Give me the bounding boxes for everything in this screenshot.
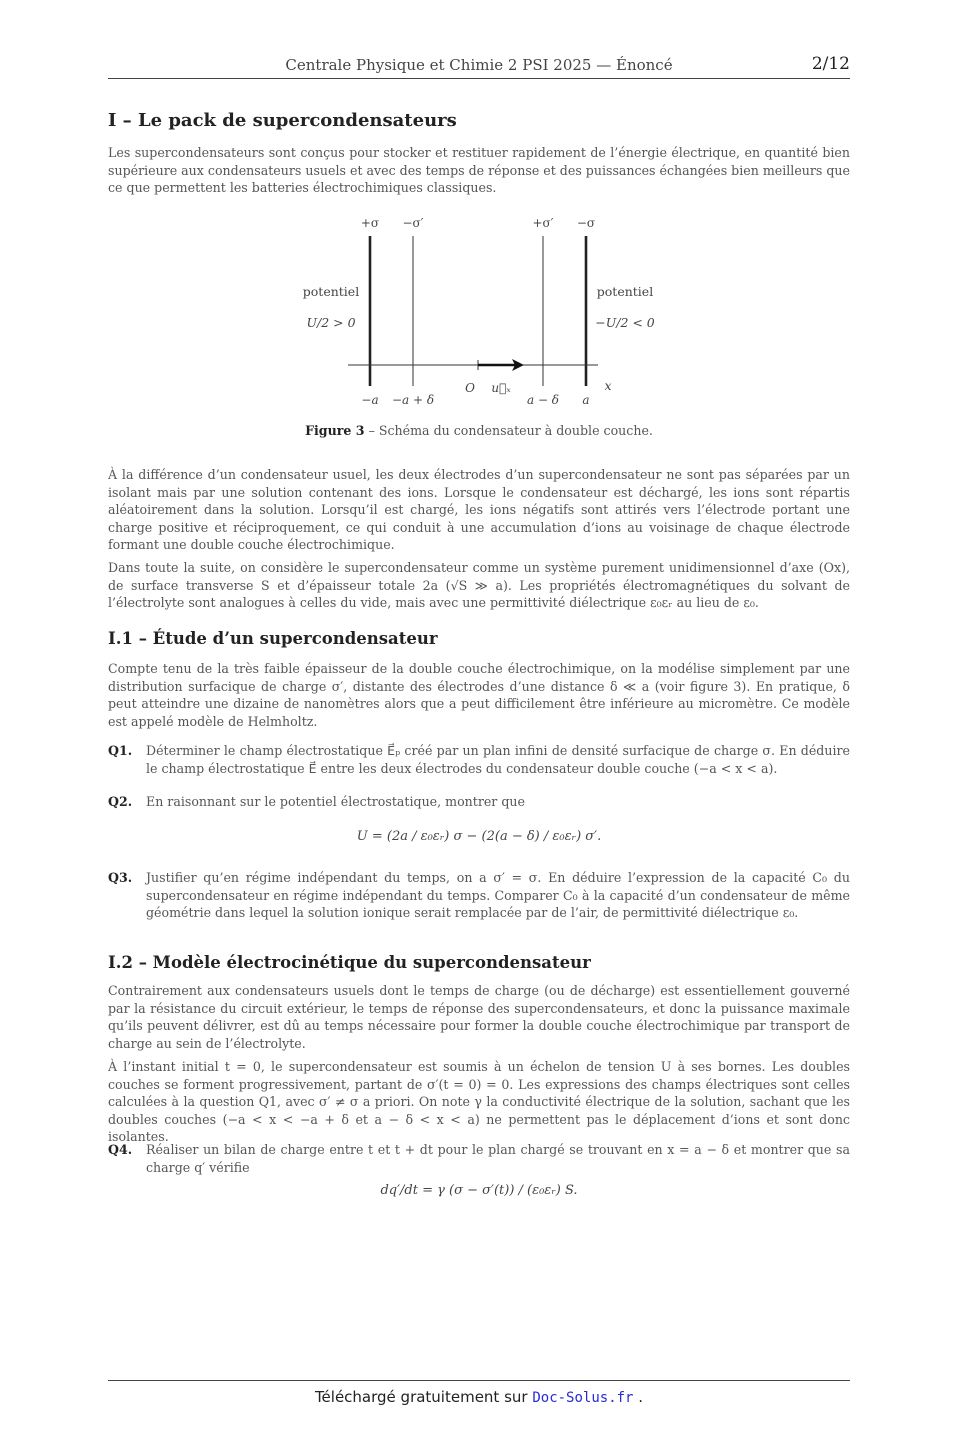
- question-4-label: Q4.: [108, 1142, 133, 1157]
- question-2-equation: U = (2a / ε₀εᵣ) σ − (2(a − δ) / ε₀εᵣ) σ′.: [356, 829, 602, 844]
- section-I-1-intro: Compte tenu de la très faible épaisseur de la double couche électrochimique, on la modélise simplement par une distribution surfacique de charge σ′, distante des électrodes d’une distance δ ≪ a (voir figure 3). En pratique, δ peut atteindre une dizaine de nanomètres alors que a peut difficilement être inférieure au micromètre. Ce modèle est appelé modèle de Helmholtz.: [108, 661, 850, 729]
- right-potential-value: −U/2 < 0: [595, 315, 655, 330]
- footer-end: .: [633, 1388, 644, 1406]
- section-title-I: I – Le pack de supercondensateurs: [108, 110, 457, 131]
- page-footer: [108, 1388, 850, 1406]
- paragraph-model: Dans toute la suite, on considère le supercondensateur comme un système purement unidimensionnel d’axe (Ox), de surface transverse S et d’épaisseur totale 2a (√S ≫ a). Les propriétés électromagnétiques du solvant de l’électrolyte sont analogues à celles du vide, mais avec une permittivité diélectrique ε₀εᵣ au lieu de ε₀.: [108, 560, 850, 611]
- label-plus-sigma-prime: +σ′: [532, 216, 554, 230]
- origin-label: O: [465, 381, 475, 395]
- header-title: Centrale Physique et Chimie 2 PSI 2025 — Énoncé: [285, 56, 673, 74]
- question-1-text: Déterminer le champ électrostatique E⃗ₚ créé par un plan infini de densité surfacique de charge σ. En déduire le champ électrostatique E⃗ entre les deux électrodes du condensateur double couche (−a < x < a).: [146, 743, 850, 776]
- figure-caption-label: Figure 3: [305, 423, 365, 438]
- footer-link[interactable]: Doc-Solus.fr: [532, 1390, 634, 1406]
- tick-label-minus-a: −a: [361, 393, 379, 407]
- left-potential-label: potentiel: [302, 284, 360, 299]
- section-I-2-paragraph-1: Contrairement aux condensateurs usuels dont le temps de charge (ou de décharge) est essentiellement gouverné par la résistance du circuit extérieur, le temps de réponse des supercondensateurs, et donc la puissance maximale qu’ils peuvent délivrer, est dû au temps nécessaire pour former la double couche électrochimique par transport de charge au sein de l’électrolyte.: [108, 983, 850, 1051]
- question-4-equation: dq′/dt = γ (σ − σ′(t)) / (ε₀εᵣ) S.: [380, 1183, 578, 1198]
- label-plus-sigma: +σ: [360, 216, 380, 230]
- question-2-label: Q2.: [108, 794, 133, 809]
- figure-caption-text: – Schéma du condensateur à double couche.: [364, 423, 653, 438]
- section-I-2-paragraph-2: À l’instant initial t = 0, le supercondensateur est soumis à un échelon de tension U à ses bornes. Les doubles couches se forment progressivement, partant de σ′(t = 0) = 0. Les expressions des champs électriques sont celles calculées à la question Q1, avec σ′ ≠ σ a priori. On note γ la conductivité électrique de la solution, sachant que les doubles couches (−a < x < −a + δ et a − δ < x < a) ne permettent pas le déplacement d’ions et sont donc isolantes.: [108, 1059, 850, 1145]
- figure-3-diagram: [108, 210, 850, 410]
- paragraph-electrodes: À la différence d’un condensateur usuel, les deux électrodes d’un supercondensateur ne sont pas séparées par un isolant mais par une solution contenant des ions. Lorsque le condensateur est déchargé, les ions sont répartis aléatoirement dans la solution. Lorsqu’il est chargé, les ions négatifs sont attirés vers l’électrode portant une charge positive et réciproquement, ce qui conduit à une accumulation d’ions au voisinage de chaque électrode formant une double couche électrochimique.: [108, 467, 850, 553]
- tick-label-a-minus-delta: a − δ: [526, 393, 560, 407]
- section-title-I-2: I.2 – Modèle électrocinétique du supercondensateur: [108, 953, 591, 972]
- label-minus-sigma: −σ: [576, 216, 596, 230]
- unit-vector-label: u⃗ₓ: [491, 381, 511, 395]
- footer-rule: [108, 1380, 850, 1381]
- right-potential-label: potentiel: [596, 284, 654, 299]
- page-number: 2/12: [811, 54, 850, 74]
- question-3-label: Q3.: [108, 870, 133, 885]
- tick-label-minus-a-plus-delta: −a + δ: [391, 393, 435, 407]
- question-3-text: Justifier qu’en régime indépendant du temps, on a σ′ = σ. En déduire l’expression de la capacité C₀ du supercondensateur en régime indépendant du temps. Comparer C₀ à la capacité d’un condensateur de même géométrie dans lequel la solution ionique serait remplacée par de l’air, de permittivité diélectrique ε₀.: [146, 870, 850, 921]
- section-title-I-1: I.1 – Étude d’un supercondensateur: [108, 629, 438, 648]
- page-header: [108, 54, 850, 79]
- figure-3-caption: [108, 423, 850, 438]
- question-2-text: En raisonnant sur le potentiel électrostatique, montrer que: [146, 794, 525, 809]
- section-I-intro: Les supercondensateurs sont conçus pour stocker et restituer rapidement de l’énergie électrique, en quantité bien supérieure aux condensateurs usuels et avec des temps de réponse et des puissances échangées bien meilleurs que ce que permettent les batteries électrochimiques classiques.: [108, 145, 850, 196]
- question-4-text: Réaliser un bilan de charge entre t et t + dt pour le plan chargé se trouvant en x = a − δ et montrer que sa charge q′ vérifie: [146, 1142, 850, 1175]
- left-potential-value: U/2 > 0: [306, 315, 356, 330]
- label-minus-sigma-prime: −σ′: [402, 216, 424, 230]
- x-axis-label: x: [604, 378, 612, 393]
- footer-text: Téléchargé gratuitement sur: [314, 1388, 533, 1406]
- tick-label-a: a: [582, 393, 590, 407]
- question-1-label: Q1.: [108, 743, 133, 758]
